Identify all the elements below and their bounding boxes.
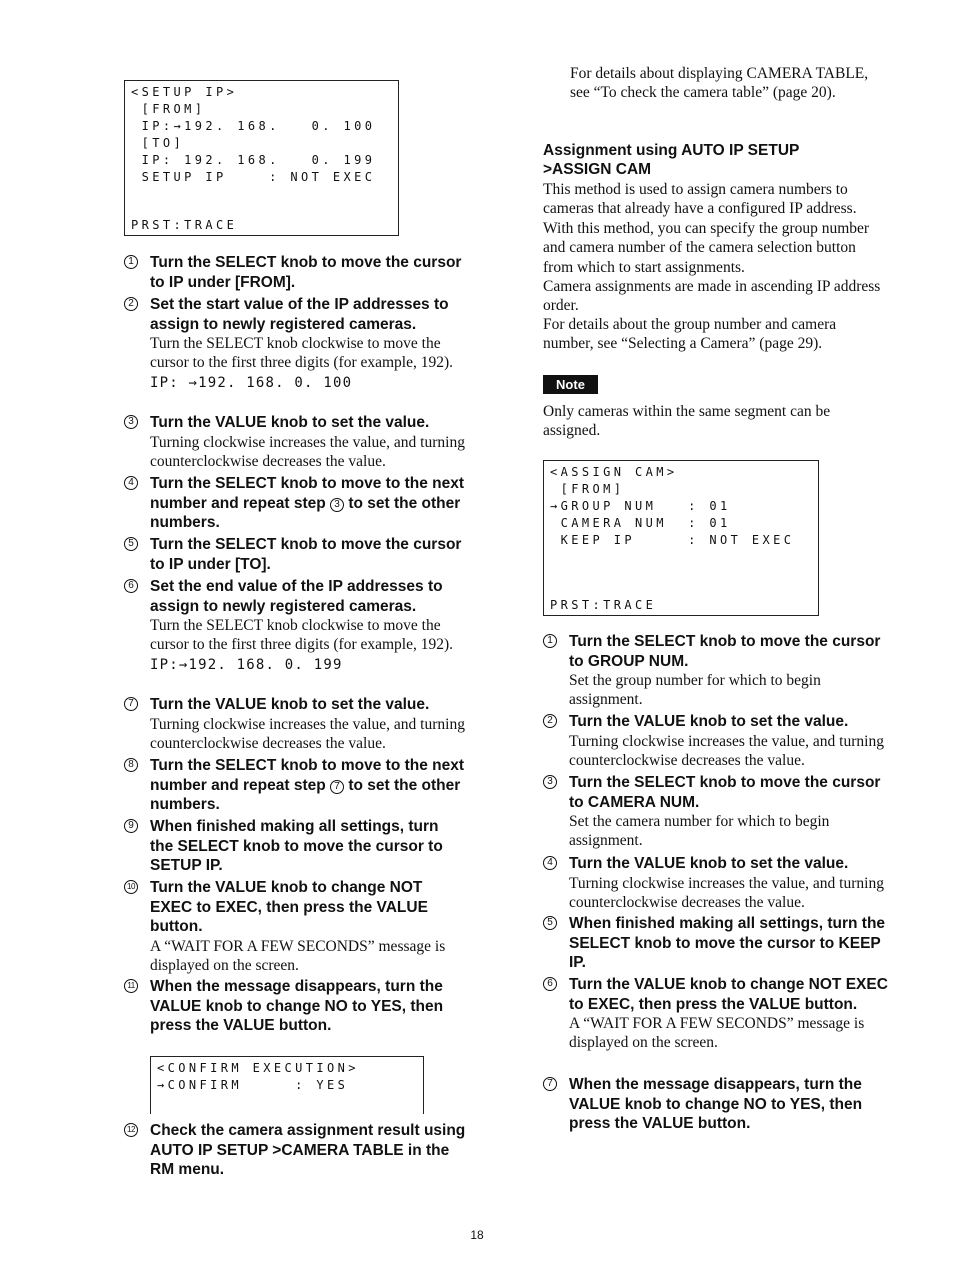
step-heading-part: Turn the SELECT knob to move to the next number and repeat step [150, 757, 465, 794]
step-7 [124, 695, 466, 753]
step-5 [124, 535, 466, 574]
screen-line: <SETUP IP> [131, 85, 238, 99]
step-number: 3 [124, 415, 138, 429]
step-heading: When the message disappears, turn the VALUE knob to change NO to YES, then press the VALUE button. [150, 978, 444, 1034]
note-text: Only cameras within the same segment can be assigned. [543, 403, 831, 440]
step-heading: Turn the VALUE knob to set the value. [569, 713, 849, 730]
step-heading: Turn the VALUE knob to set the value. [569, 855, 849, 872]
step-heading-part: to set the other numbers. [150, 776, 461, 813]
step-heading: Turn the VALUE knob to change NOT EXEC to EXEC, then press the VALUE button. [150, 879, 428, 935]
step-body: Set the group number for which to begin assignment. [569, 672, 821, 709]
assign-step-5 [543, 914, 888, 973]
step-heading: When the message disappears, turn the VALUE knob to change NO to YES, then press the VALUE button. [569, 1076, 863, 1132]
screen-line: →CONFIRM : YES [157, 1078, 349, 1092]
step-number: 3 [543, 775, 557, 789]
assign-step-2 [543, 712, 888, 770]
screen-line: SETUP IP : NOT EXEC [131, 170, 376, 184]
step-body: Turning clockwise increases the value, and turning counterclockwise decreases the value. [150, 715, 465, 752]
screen-line: <ASSIGN CAM> [550, 465, 678, 479]
screen-line: KEEP IP : NOT EXEC [550, 533, 795, 547]
step-number: 9 [124, 819, 138, 833]
step-number: 2 [124, 297, 138, 311]
step-4 [124, 474, 466, 533]
step-heading: Turn the VALUE knob to change NOT EXEC to EXEC, then press the VALUE button. [569, 976, 888, 1013]
assign-step-6 [543, 975, 888, 1053]
step-number: 11 [124, 979, 138, 993]
step-10 [124, 878, 466, 975]
step-heading: When finished making all settings, turn the SELECT knob to move the cursor to SETUP IP. [150, 818, 443, 874]
ip-example: IP:→192. 168. 0. 199 [150, 656, 343, 673]
step-6 [124, 577, 466, 675]
step-heading: When finished making all settings, turn the SELECT knob to move the cursor to KEEP IP. [569, 915, 886, 971]
step-reference: 3 [330, 498, 344, 512]
step-heading: Check the camera assignment result using AUTO IP SETUP >CAMERA TABLE in the RM menu. [150, 1122, 466, 1178]
step-number: 7 [124, 697, 138, 711]
step-heading [150, 474, 466, 533]
step-12 [124, 1121, 466, 1180]
step-reference: 7 [330, 780, 344, 794]
step-heading: Turn the SELECT knob to move the cursor to IP under [TO]. [150, 536, 462, 573]
step-11 [124, 977, 466, 1036]
step-1 [124, 253, 466, 292]
step-number: 4 [543, 856, 557, 870]
screen-footer: PRST:TRACE [550, 598, 657, 612]
step-number: 2 [543, 714, 557, 728]
confirm-execution-screen [150, 1056, 424, 1114]
step-body: Turn the SELECT knob clockwise to move the cursor to the first three digits (for example, 192). [150, 617, 454, 654]
step-body: Turning clockwise increases the value, and turning counterclockwise decreases the value. [569, 874, 884, 911]
screen-line: IP: 192. 168. 0. 199 [131, 153, 376, 167]
setup-ip-screen [124, 80, 399, 236]
step-body: A “WAIT FOR A FEW SECONDS” message is displayed on the screen. [150, 937, 446, 974]
assign-step-3 [543, 773, 888, 851]
screen-line: →GROUP NUM : 01 [550, 499, 731, 513]
step-heading [150, 756, 466, 815]
step-heading-part: Turn the SELECT knob to move to the next number and repeat step [150, 475, 465, 512]
step-heading: Turn the SELECT knob to move the cursor to IP under [FROM]. [150, 254, 462, 291]
ip-example: IP: →192. 168. 0. 100 [150, 374, 353, 391]
screen-line: [FROM] [131, 102, 206, 116]
assign-cam-screen [543, 460, 819, 616]
assign-step-1 [543, 632, 888, 710]
step-number: 1 [543, 634, 557, 648]
section-heading: Assignment using AUTO IP SETUP >ASSIGN CAM [543, 142, 800, 178]
screen-line: [FROM] [550, 482, 625, 496]
step-3 [124, 413, 466, 471]
step-heading: Turn the VALUE knob to set the value. [150, 696, 430, 713]
note-badge: Note [543, 375, 598, 394]
step-number: 1 [124, 255, 138, 269]
assignment-order: Camera assignments are made in ascending IP address order. [543, 278, 881, 315]
step-8 [124, 756, 466, 815]
step-body: Turning clockwise increases the value, and turning counterclockwise decreases the value. [569, 732, 884, 769]
group-reference: For details about the group number and camera number, see “Selecting a Camera” (page 29). [543, 316, 837, 353]
step-number: 12 [124, 1123, 138, 1137]
step-number: 6 [543, 977, 557, 991]
step-9 [124, 817, 466, 876]
step-number: 7 [543, 1077, 557, 1091]
camera-table-reference: For details about displaying CAMERA TABLE, see “To check the camera table” (page 20). [570, 65, 869, 102]
step-number: 4 [124, 476, 138, 490]
screen-line: IP:→192. 168. 0. 100 [131, 119, 376, 133]
assign-step-7 [543, 1075, 888, 1134]
step-heading: Set the end value of the IP addresses to assign to newly registered cameras. [150, 578, 443, 615]
step-heading-part: to set the other numbers. [150, 494, 461, 531]
step-number: 5 [124, 537, 138, 551]
step-body: Set the camera number for which to begin assignment. [569, 813, 830, 850]
step-number: 5 [543, 916, 557, 930]
step-number: 10 [124, 880, 138, 894]
step-2 [124, 295, 466, 393]
method-description: This method is used to assign camera numbers to cameras that already have a configured IP address. With this method, you can specify the group number and camera number of the camera selection button from which to start assignments. [543, 181, 870, 276]
step-body: Turning clockwise increases the value, and turning counterclockwise decreases the value. [150, 433, 465, 470]
step-heading: Turn the VALUE knob to set the value. [150, 414, 430, 431]
step-body: Turn the SELECT knob clockwise to move the cursor to the first three digits (for example, 192). [150, 335, 454, 372]
assign-step-4 [543, 854, 888, 912]
screen-line: CAMERA NUM : 01 [550, 516, 731, 530]
screen-line: <CONFIRM EXECUTION> [157, 1061, 359, 1075]
step-heading: Turn the SELECT knob to move the cursor to CAMERA NUM. [569, 774, 881, 811]
step-heading: Set the start value of the IP addresses to assign to newly registered cameras. [150, 296, 449, 333]
step-number: 6 [124, 579, 138, 593]
screen-footer: PRST:TRACE [131, 218, 238, 232]
screen-line: [TO] [131, 136, 185, 150]
step-heading: Turn the SELECT knob to move the cursor to GROUP NUM. [569, 633, 881, 670]
step-number: 8 [124, 758, 138, 772]
step-body: A “WAIT FOR A FEW SECONDS” message is displayed on the screen. [569, 1015, 865, 1052]
page-number: 18 [470, 1228, 484, 1242]
